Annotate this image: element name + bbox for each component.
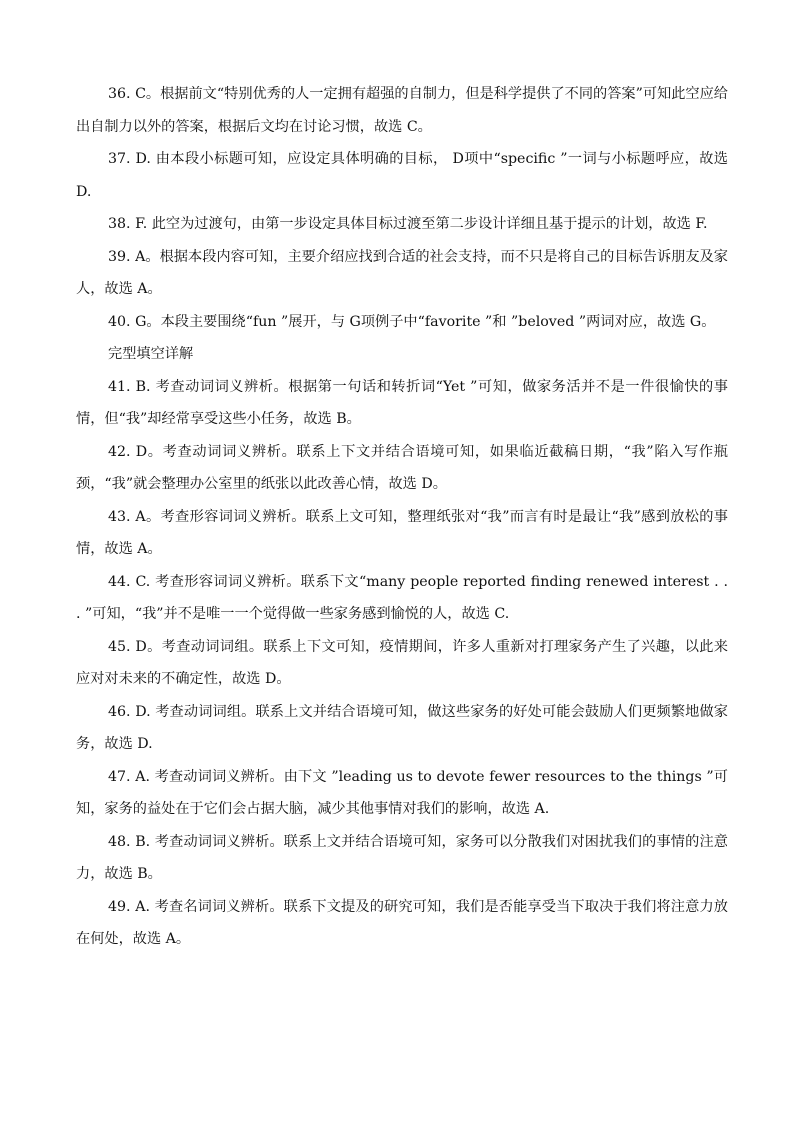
- answer-45: 45. D。考查动词词组。联系上下文可知，疫情期间，许多人重新对打理家务产生了兴趣，以此来应对对未来的不确定性，故选 D。: [76, 638, 728, 687]
- answer-42: 42. D。考查动词词义辨析。联系上下文并结合语境可知，如果临近截稿日期，“我”陷入写作瓶颈，“我”就会整理办公室里的纸张以此改善心情，故选 D。: [76, 443, 728, 492]
- section-heading: 完型填空详解: [108, 346, 194, 362]
- answer-43: 43. A。考查形容词词义辨析。联系上文可知，整理纸张对“我”而言有时是最让“我”感到放松的事情，故选 A。: [76, 508, 728, 557]
- answer-41: 41. B. 考查动词词义辨析。根据第一句话和转折词“Yet ”可知，做家务活并不是一件很愉快的事情，但“我”却经常享受这些小任务，故选 B。: [76, 378, 728, 427]
- answer-37: 37. D. 由本段小标题可知，应设定具体明确的目标， D项中“specific ”一词与小标题呼应，故选 D.: [76, 151, 728, 200]
- answer-36: 36. C。根据前文“特别优秀的人一定拥有超强的自制力，但是科学提供了不同的答案”可知此空应给出自制力以外的答案，根据后文均在讨论习惯，故选 C。: [76, 86, 728, 135]
- answer-explanations: [76, 78, 728, 956]
- answer-40: 40. G。本段主要围绕“fun ”展开，与 G项例子中“favorite ”和 ”beloved ”两词对应，故选 G。: [108, 313, 716, 330]
- answer-39: 39. A。根据本段内容可知，主要介绍应找到合适的社会支持，而不只是将自己的目标告诉朋友及家人，故选 A。: [76, 248, 728, 297]
- answer-47: 47. A. 考查动词词义辨析。由下文 ”leading us to devote fewer resources to the things ”可知，家务的益处在于它们会占据大脑，减少其他事情对我们的影响，故选 A.: [76, 768, 728, 817]
- answer-38: 38. F. 此空为过渡句，由第一步设定具体目标过渡至第二步设计详细且基于提示的计划，故选 F.: [108, 216, 708, 232]
- answer-49: 49. A. 考查名词词义辨析。联系下文提及的研究可知，我们是否能享受当下取决于我们将注意力放在何处，故选 A。: [76, 898, 728, 947]
- answer-44: 44. C. 考查形容词词义辨析。联系下文“many people reported finding renewed interest . . . ”可知，“我”并不是唯一一个觉得做一些家务感到愉悦的人，故选 C.: [76, 573, 728, 622]
- answer-46: 46. D. 考查动词词组。联系上文并结合语境可知，做这些家务的好处可能会鼓励人们更频繁地做家务，故选 D.: [76, 703, 728, 752]
- answer-48: 48. B. 考查动词词义辨析。联系上文并结合语境可知，家务可以分散我们对困扰我们的事情的注意力，故选 B。: [76, 833, 728, 882]
